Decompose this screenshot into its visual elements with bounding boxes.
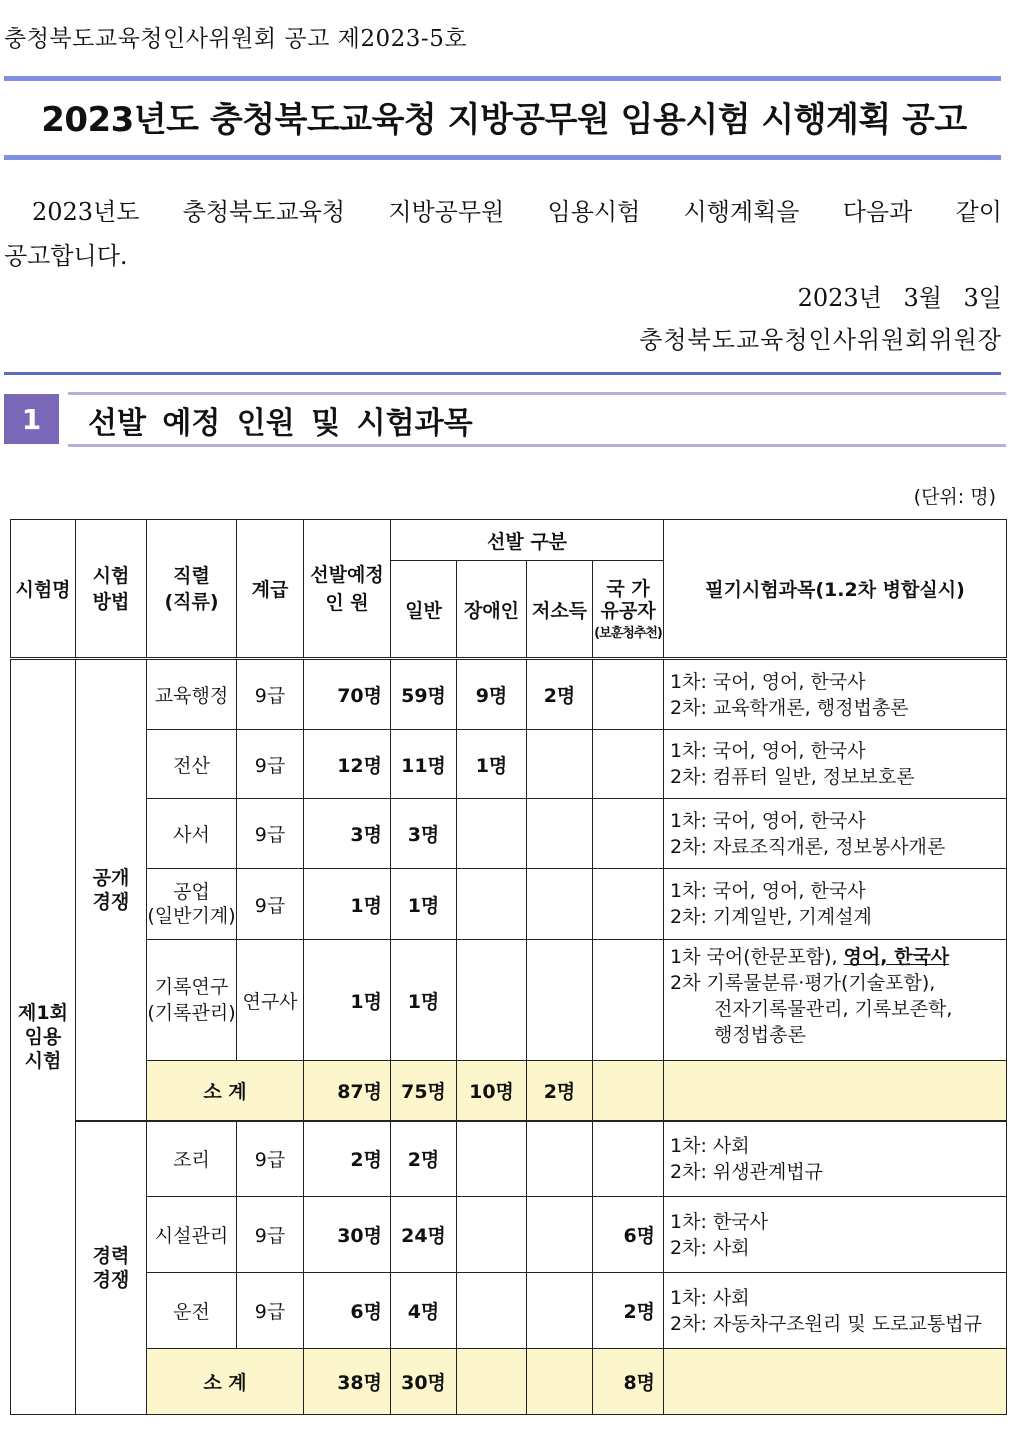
low-income-cell [527,1121,593,1197]
subject-line [670,944,1006,970]
subject-text: 1차 국어(한문포함), [670,946,844,968]
header-veteran-sub: (보훈청추천) [594,625,662,641]
title-rule-bottom [4,155,1001,160]
subject-line: 2차: 컴퓨터 일반, 정보보호론 [670,766,915,788]
subject-line: 1차: 국어, 영어, 한국사 [670,670,866,693]
low-income-cell [527,940,593,1061]
subjects-cell [664,869,1007,940]
subtotal-disabled [457,1349,527,1415]
low-income-cell [527,1273,593,1349]
subtotal-label: 소 계 [147,1349,304,1415]
subject-line: 2차: 자료조직개론, 정보봉사개론 [670,835,946,858]
intro-word: 지방공무원 [388,198,505,226]
general-cell: 1명 [391,940,457,1061]
general-cell: 59명 [391,659,457,730]
unit-label: (단위: 명) [913,486,996,508]
subject-line: 1차: 사회 [670,1134,750,1157]
planned-cell: 1명 [304,940,391,1061]
grade-cell: 9급 [237,730,304,799]
subject-line: 행정법총론 [714,1024,806,1046]
subtotal-label: 소 계 [147,1061,304,1121]
subject-line: 2차: 자동차구조원리 및 도로교통법규 [670,1312,982,1335]
general-cell: 24명 [391,1197,457,1273]
planned-cell: 6명 [304,1273,391,1349]
subject-line: 전자기록물관리, 기록보존학, [714,998,953,1020]
grade-cell: 9급 [237,799,304,869]
subtotal-veteran [593,1061,664,1121]
planned-cell: 3명 [304,799,391,869]
section-rule-top [68,392,1006,395]
grade-cell: 9급 [237,659,304,730]
disabled-cell [457,940,527,1061]
section-number: 1 [4,394,59,444]
general-cell: 2명 [391,1121,457,1197]
notice-date: 2023년 3월 3일 [797,284,1002,312]
subtotal-general: 75명 [391,1061,457,1121]
veteran-cell [593,659,664,730]
recruitment-table [10,519,1007,1415]
intro-line-1 [4,190,1002,234]
subject-line: 1차: 국어, 영어, 한국사 [670,880,866,902]
subject-line: 2차 기록물분류·평가(기술포함), [670,972,936,994]
planned-cell: 2명 [304,1121,391,1197]
intro-paragraph [4,190,1002,278]
subjects-cell [664,1121,1007,1197]
method-cell-career: 경력 경쟁 [76,1121,147,1415]
method-cell-open: 공개 경쟁 [76,659,147,1121]
header-veteran: 국 가 유공자 [600,577,656,622]
job-cell: 기록연구 (기록관리) [147,940,237,1061]
planned-cell: 1명 [304,869,391,940]
planned-cell: 30명 [304,1197,391,1273]
veteran-cell [593,940,664,1061]
subject-line: 1차: 국어, 영어, 한국사 [670,809,866,832]
planned-cell: 12명 [304,730,391,799]
section-title: 선발 예정 인원 및 시험과목 [88,406,473,441]
subjects-cell [664,940,1007,1061]
subject-line: 2차: 기계일반, 기계설계 [670,906,872,928]
header-general: 일반 [391,561,457,659]
veteran-cell: 2명 [593,1273,664,1349]
job-cell: 공업 (일반기계) [147,869,237,940]
grade-cell: 연구사 [237,940,304,1061]
general-cell: 3명 [391,799,457,869]
notice-number: 충청북도교육청인사위원회 공고 제2023-5호 [4,26,468,52]
job-cell: 시설관리 [147,1197,237,1273]
veteran-cell [593,730,664,799]
veteran-cell [593,1121,664,1197]
veteran-cell [593,799,664,869]
header-planned: 선발예정 인 원 [304,520,391,659]
subtotal-planned: 87명 [304,1061,391,1121]
intro-word: 2023년도 [32,198,140,226]
intro-line-2: 공고합니다. [4,242,128,270]
table-row [11,1197,1007,1273]
intro-word: 임용시험 [547,198,641,226]
subtotal-subjects [664,1349,1007,1415]
header-disabled: 장애인 [457,561,527,659]
veteran-cell: 6명 [593,1197,664,1273]
grade-cell: 9급 [237,1121,304,1197]
subtotal-subjects [664,1061,1007,1121]
header-exam-method: 시험 방법 [76,520,147,659]
table-row [11,869,1007,940]
table-row [11,659,1007,730]
low-income-cell [527,730,593,799]
header-veteran-cell [593,561,664,659]
job-cell: 교육행정 [147,659,237,730]
veteran-cell [593,869,664,940]
intro-word: 다음과 [842,198,913,226]
table-row [11,1273,1007,1349]
disabled-cell [457,1121,527,1197]
header-selection-group: 선발 구분 [391,520,664,561]
job-cell: 조리 [147,1121,237,1197]
subject-line: 1차: 한국사 [670,1210,768,1233]
subtotal-veteran: 8명 [593,1349,664,1415]
header-subjects: 필기시험과목(1.2차 병합실시) [664,520,1007,659]
header-row-1 [11,520,1007,561]
table-row [11,940,1007,1061]
section-rule-bottom [68,444,1006,447]
low-income-cell [527,869,593,940]
subject-line: 2차: 교육학개론, 행정법총론 [670,696,909,719]
table-row [11,730,1007,799]
job-cell: 운전 [147,1273,237,1349]
subjects-cell [664,1197,1007,1273]
general-cell: 4명 [391,1273,457,1349]
header-exam-name: 시험명 [11,520,76,659]
title-rule-top [4,76,1001,81]
subject-line: 2차: 위생관계법규 [670,1160,824,1183]
intro-word: 충청북도교육청 [182,198,346,226]
exam-name-cell: 제1회 임용 시험 [11,659,76,1415]
subjects-cell [664,1273,1007,1349]
subjects-cell [664,659,1007,730]
subject-line: 1차: 국어, 영어, 한국사 [670,740,866,762]
low-income-cell [527,799,593,869]
low-income-cell [527,1197,593,1273]
disabled-cell: 9명 [457,659,527,730]
header-grade: 계급 [237,520,304,659]
subject-emphasis: 영어, 한국사 [843,946,950,968]
grade-cell: 9급 [237,1273,304,1349]
disabled-cell: 1명 [457,730,527,799]
subtotal-low-income [527,1349,593,1415]
intro-word: 같이 [955,198,1002,226]
disabled-cell [457,1273,527,1349]
subjects-cell [664,799,1007,869]
general-cell: 1명 [391,869,457,940]
header-low-income: 저소득 [527,561,593,659]
job-cell: 사서 [147,799,237,869]
table-row [11,799,1007,869]
subject-line: 1차: 사회 [670,1286,750,1309]
header-job: 직렬 (직류) [147,520,237,659]
subtotal-low-income: 2명 [527,1061,593,1121]
planned-cell: 70명 [304,659,391,730]
general-cell: 11명 [391,730,457,799]
subtotal-general: 30명 [391,1349,457,1415]
issuer: 충청북도교육청인사위원회위원장 [639,326,1002,354]
subjects-cell [664,730,1007,799]
grade-cell: 9급 [237,1197,304,1273]
job-cell: 전산 [147,730,237,799]
intro-word: 시행계획을 [683,198,800,226]
subtotal-planned: 38명 [304,1349,391,1415]
disabled-cell [457,1197,527,1273]
subtotal-row [11,1349,1007,1415]
subtotal-disabled: 10명 [457,1061,527,1121]
disabled-cell [457,869,527,940]
low-income-cell: 2명 [527,659,593,730]
subtotal-row [11,1061,1007,1121]
divider [4,372,1001,375]
subject-line: 2차: 사회 [670,1236,750,1259]
grade-cell: 9급 [237,869,304,940]
table-row [11,1121,1007,1197]
disabled-cell [457,799,527,869]
page-title: 2023년도 충청북도교육청 지방공무원 임용시험 시행계획 공고 [41,100,967,140]
